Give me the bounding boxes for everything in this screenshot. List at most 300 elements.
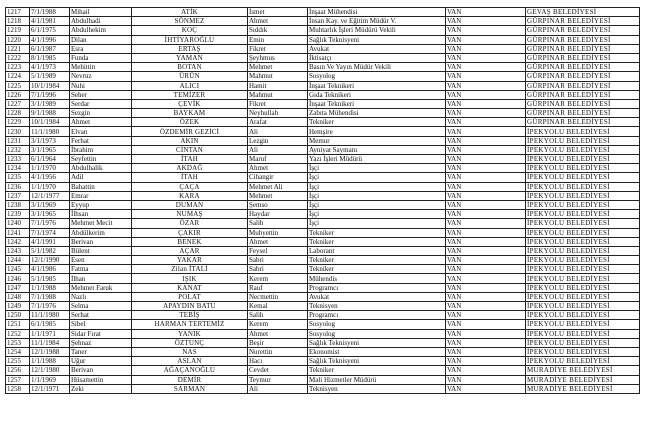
province-cell: VAN [446,265,526,274]
first-name-cell: Mehmet Mecit [70,219,132,228]
municipality-cell: GÜRPINAR BELEDİYESİ [526,44,640,53]
father-name-cell: Ahmet [248,17,308,26]
row-number-cell: 1255 [6,357,30,366]
first-name-cell: Taner [70,347,132,356]
row-number-cell: 1218 [6,17,30,26]
table-row [6,63,640,72]
municipality-cell: İPEKYOLU BELEDİYESİ [526,237,640,246]
province-cell: VAN [446,228,526,237]
table-row [6,274,640,283]
first-name-cell: Bülent [70,246,132,255]
row-number-cell: 1231 [6,136,30,145]
municipality-cell: GÜRPINAR BELEDİYESİ [526,109,640,118]
row-number-cell: 1235 [6,173,30,182]
surname-cell: KOÇ [132,26,248,35]
municipality-cell: İPEKYOLU BELEDİYESİ [526,246,640,255]
row-number-cell: 1220 [6,35,30,44]
birth-date-cell: 7/1/1976 [30,302,70,311]
row-number-cell: 1252 [6,329,30,338]
table-row [6,145,640,154]
surname-cell: ÇEVİK [132,99,248,108]
table-row [6,265,640,274]
first-name-cell: Şehnaz [70,338,132,347]
birth-date-cell: 10/1/1984 [30,81,70,90]
table-row [6,136,640,145]
row-number-cell: 1249 [6,302,30,311]
birth-date-cell: 4/1/1991 [30,237,70,246]
surname-cell: ÖZAR [132,219,248,228]
table-row [6,246,640,255]
municipality-cell: GÜRPINAR BELEDİYESİ [526,35,640,44]
job-title-cell: İnşaat Teknikeri [308,81,446,90]
municipality-cell: İPEKYOLU BELEDİYESİ [526,200,640,209]
first-name-cell: Nazlı [70,292,132,301]
birth-date-cell: 10/1/1984 [30,118,70,127]
province-cell: VAN [446,136,526,145]
surname-cell: ÇAKIR [132,228,248,237]
municipality-cell: İPEKYOLU BELEDİYESİ [526,311,640,320]
row-number-cell: 1251 [6,320,30,329]
birth-date-cell: 4/1/1996 [30,35,70,44]
row-number-cell: 1242 [6,237,30,246]
birth-date-cell: 11/1/1980 [30,127,70,136]
father-name-cell: Sıddık [248,26,308,35]
municipality-cell: GÜRPINAR BELEDİYESİ [526,99,640,108]
job-title-cell: Sağlık Teknisyeni [308,338,446,347]
first-name-cell: Ferhat [70,136,132,145]
municipality-cell: İPEKYOLU BELEDİYESİ [526,155,640,164]
row-number-cell: 1233 [6,155,30,164]
birth-date-cell: 4/1/1981 [30,17,70,26]
job-title-cell: Gıda Teknikeri [308,90,446,99]
table-row [6,256,640,265]
row-number-cell: 1217 [6,8,30,17]
surname-cell: TEBİŞ [132,311,248,320]
job-title-cell: Teknisyen [308,302,446,311]
father-name-cell: Lezgin [248,136,308,145]
job-title-cell: Tekniker [308,228,446,237]
job-title-cell: Zabıta Mühendisi [308,109,446,118]
province-cell: VAN [446,338,526,347]
table-row [6,320,640,329]
first-name-cell: Elvan [70,127,132,136]
municipality-cell: MURADİYE BELEDİYESİ [526,384,640,393]
surname-cell: KANAT [132,283,248,292]
municipality-cell: İPEKYOLU BELEDİYESİ [526,302,640,311]
job-title-cell: Laborant [308,246,446,255]
table-row [6,366,640,375]
birth-date-cell: 1/1/1988 [30,357,70,366]
row-number-cell: 1248 [6,292,30,301]
father-name-cell: Sabri [248,265,308,274]
father-name-cell: Cihangir [248,173,308,182]
table-row [6,191,640,200]
row-number-cell: 1230 [6,127,30,136]
province-cell: VAN [446,283,526,292]
father-name-cell: Fikret [248,44,308,53]
municipality-cell: İPEKYOLU BELEDİYESİ [526,338,640,347]
surname-cell: ATİK [132,8,248,17]
job-title-cell: İnşaat Mühendisi [308,8,446,17]
surname-cell: APAYDIN BATU [132,302,248,311]
father-name-cell: Ahmet [248,237,308,246]
municipality-cell: İPEKYOLU BELEDİYESİ [526,145,640,154]
birth-date-cell: 5/1/1982 [30,246,70,255]
table-row [6,338,640,347]
father-name-cell: Muhyettin [248,228,308,237]
surname-cell: YAKAR [132,256,248,265]
row-number-cell: 1258 [6,384,30,393]
father-name-cell: Ali [248,384,308,393]
job-title-cell: Tekniker [308,265,446,274]
birth-date-cell: 6/1/1964 [30,155,70,164]
row-number-cell: 1254 [6,347,30,356]
province-cell: VAN [446,145,526,154]
table-row [6,292,640,301]
surname-cell: SÖNMEZ [132,17,248,26]
father-name-cell: Hacı [248,357,308,366]
province-cell: VAN [446,99,526,108]
province-cell: VAN [446,347,526,356]
job-title-cell: Memur [308,136,446,145]
table-row [6,302,640,311]
job-title-cell: İnşaat Teknikeri [308,99,446,108]
row-number-cell: 1240 [6,219,30,228]
birth-date-cell: 12/1/1990 [30,256,70,265]
birth-date-cell: 6/1/1975 [30,26,70,35]
province-cell: VAN [446,200,526,209]
province-cell: VAN [446,155,526,164]
job-title-cell: Ekonomist [308,347,446,356]
surname-cell: ÖZTUNÇ [132,338,248,347]
table-row [6,219,640,228]
province-cell: VAN [446,384,526,393]
surname-cell: AÇAR [132,246,248,255]
job-title-cell: Hemşire [308,127,446,136]
father-name-cell: Ahmet [248,329,308,338]
surname-cell: İHTİYAROĞLU [132,35,248,44]
first-name-cell: Funda [70,53,132,62]
table-row [6,210,640,219]
birth-date-cell: 7/1/1974 [30,228,70,237]
father-name-cell: Şemso [248,200,308,209]
surname-cell: BOTAN [132,63,248,72]
province-cell: VAN [446,127,526,136]
row-number-cell: 1246 [6,274,30,283]
job-title-cell: Ayniyat Saymanı [308,145,446,154]
surname-cell: ALICI [132,81,248,90]
birth-date-cell: 12/1/1988 [30,347,70,356]
job-title-cell: Sağlık Teknisyeni [308,357,446,366]
row-number-cell: 1234 [6,164,30,173]
first-name-cell: Eyyup [70,200,132,209]
birth-date-cell: 1/1/1970 [30,182,70,191]
province-cell: VAN [446,274,526,283]
birth-date-cell: 1/1/1970 [30,164,70,173]
table-row [6,127,640,136]
job-title-cell: Sağlık Teknisyeni [308,35,446,44]
row-number-cell: 1256 [6,366,30,375]
first-name-cell: İlhan [70,274,132,283]
municipality-cell: İPEKYOLU BELEDİYESİ [526,219,640,228]
first-name-cell: Mehittin [70,63,132,72]
first-name-cell: Adil [70,173,132,182]
table-row [6,164,640,173]
job-title-cell: Tekniker [308,256,446,265]
job-title-cell: İşçi [308,219,446,228]
father-name-cell: Feysel [248,246,308,255]
first-name-cell: Emrar [70,191,132,200]
first-name-cell: Sezgin [70,109,132,118]
municipality-cell: GÜRPINAR BELEDİYESİ [526,72,640,81]
province-cell: VAN [446,182,526,191]
municipality-cell: İPEKYOLU BELEDİYESİ [526,182,640,191]
surname-cell: HARMAN TERTEMİZ [132,320,248,329]
job-title-cell: Mali Hizmetler Müdürü [308,375,446,384]
row-number-cell: 1239 [6,210,30,219]
birth-date-cell: 12/1/1977 [30,191,70,200]
row-number-cell: 1222 [6,53,30,62]
province-cell: VAN [446,191,526,200]
row-number-cell: 1225 [6,81,30,90]
row-number-cell: 1237 [6,191,30,200]
row-number-cell: 1243 [6,246,30,255]
father-name-cell: Neyhullah [248,109,308,118]
province-cell: VAN [446,375,526,384]
father-name-cell: Salih [248,219,308,228]
birth-date-cell: 7/1/1988 [30,8,70,17]
birth-date-cell: 4/1/1973 [30,63,70,72]
province-cell: VAN [446,219,526,228]
municipality-cell: GÜRPINAR BELEDİYESİ [526,118,640,127]
birth-date-cell: 12/1/1980 [30,366,70,375]
table-row [6,375,640,384]
table-row [6,283,640,292]
surname-cell: İTAH [132,173,248,182]
father-name-cell: Şeyhmus [248,53,308,62]
municipality-cell: GÜRPINAR BELEDİYESİ [526,90,640,99]
surname-cell: ÇAÇA [132,182,248,191]
province-cell: VAN [446,35,526,44]
first-name-cell: Berivan [70,237,132,246]
birth-date-cell: 3/1/1965 [30,210,70,219]
first-name-cell: Berivan [70,366,132,375]
father-name-cell: Salih [248,311,308,320]
surname-cell: CİNTAN [132,145,248,154]
municipality-cell: GÜRPINAR BELEDİYESİ [526,53,640,62]
table-row [6,72,640,81]
first-name-cell: Nevruz [70,72,132,81]
job-title-cell: Programcı [308,283,446,292]
municipality-cell: İPEKYOLU BELEDİYESİ [526,357,640,366]
birth-date-cell: 12/1/1971 [30,384,70,393]
province-cell: VAN [446,210,526,219]
province-cell: VAN [446,329,526,338]
table-row [6,347,640,356]
row-number-cell: 1236 [6,182,30,191]
province-cell: VAN [446,164,526,173]
table-row [6,53,640,62]
row-number-cell: 1228 [6,109,30,118]
first-name-cell: Serhat [70,311,132,320]
municipality-cell: İPEKYOLU BELEDİYESİ [526,292,640,301]
job-title-cell: İşçi [308,200,446,209]
job-title-cell: İşçi [308,191,446,200]
municipality-cell: İPEKYOLU BELEDİYESİ [526,274,640,283]
surname-cell: SARMAN [132,384,248,393]
birth-date-cell: 1/1/1971 [30,329,70,338]
surname-cell: ÖZEK [132,118,248,127]
father-name-cell: Teymur [248,375,308,384]
birth-date-cell: 3/1/1969 [30,200,70,209]
table-row [6,17,640,26]
surname-cell: NUMAŞ [132,210,248,219]
birth-date-cell: 4/1/1956 [30,173,70,182]
first-name-cell: Abdulhekim [70,26,132,35]
table-body [6,8,640,394]
birth-date-cell: 1/1/1969 [30,375,70,384]
father-name-cell: Ali [248,145,308,154]
first-name-cell: İbrahim [70,145,132,154]
first-name-cell: Uğur [70,357,132,366]
municipality-cell: İPEKYOLU BELEDİYESİ [526,329,640,338]
surname-cell: ERTAŞ [132,44,248,53]
province-cell: VAN [446,90,526,99]
table-row [6,384,640,393]
province-cell: VAN [446,292,526,301]
job-title-cell: Sosyolog [308,320,446,329]
job-title-cell: İnsan Kay. ve Eğitim Müdür V. [308,17,446,26]
row-number-cell: 1247 [6,283,30,292]
job-title-cell: Tekniker [308,366,446,375]
father-name-cell: Arafat [248,118,308,127]
job-title-cell: Yazı İşleri Müdürü [308,155,446,164]
first-name-cell: Sidar Fırat [70,329,132,338]
row-number-cell: 1229 [6,118,30,127]
job-title-cell: İşçi [308,182,446,191]
father-name-cell: Hamit [248,81,308,90]
table-row [6,200,640,209]
father-name-cell: Necmettin [248,292,308,301]
father-name-cell: Kerem [248,274,308,283]
province-cell: VAN [446,72,526,81]
table-row [6,99,640,108]
job-title-cell: İktisatçı [308,53,446,62]
municipality-cell: İPEKYOLU BELEDİYESİ [526,127,640,136]
province-cell: VAN [446,311,526,320]
province-cell: VAN [446,8,526,17]
first-name-cell: Abdulhalik [70,164,132,173]
municipality-cell: İPEKYOLU BELEDİYESİ [526,228,640,237]
first-name-cell: Dilan [70,35,132,44]
surname-cell: TEMİZER [132,90,248,99]
surname-cell: BAYKAM [132,109,248,118]
birth-date-cell: 3/1/1973 [30,136,70,145]
municipality-cell: MURADİYE BELEDİYESİ [526,375,640,384]
first-name-cell: Hüsamettin [70,375,132,384]
job-title-cell: Teknisyen [308,384,446,393]
municipality-cell: İPEKYOLU BELEDİYESİ [526,136,640,145]
surname-cell: İTAH [132,155,248,164]
father-name-cell: Emin [248,35,308,44]
province-cell: VAN [446,17,526,26]
father-name-cell: Rauf [248,283,308,292]
first-name-cell: Esra [70,44,132,53]
birth-date-cell: 9/1/1988 [30,109,70,118]
father-name-cell: Fikret [248,99,308,108]
province-cell: VAN [446,256,526,265]
row-number-cell: 1221 [6,44,30,53]
surname-cell: YANIK [132,329,248,338]
birth-date-cell: 11/1/1984 [30,338,70,347]
table-row [6,109,640,118]
first-name-cell: Bahattin [70,182,132,191]
birth-date-cell: 6/1/1987 [30,44,70,53]
job-title-cell: Tekniker [308,237,446,246]
municipality-cell: İPEKYOLU BELEDİYESİ [526,320,640,329]
father-name-cell: Mehmet Ali [248,182,308,191]
job-title-cell: Basın Ve Yayın Müdür Vekili [308,63,446,72]
province-cell: VAN [446,44,526,53]
surname-cell: DEMİR [132,375,248,384]
municipality-cell: İPEKYOLU BELEDİYESİ [526,265,640,274]
municipality-cell: GÜRPINAR BELEDİYESİ [526,26,640,35]
birth-date-cell: 7/1/1996 [30,90,70,99]
municipality-cell: İPEKYOLU BELEDİYESİ [526,173,640,182]
first-name-cell: Esen [70,256,132,265]
job-title-cell: Mühendis [308,274,446,283]
province-cell: VAN [446,173,526,182]
table-row [6,357,640,366]
father-name-cell: İsmet [248,8,308,17]
birth-date-cell: 3/1/1989 [30,99,70,108]
birth-date-cell: 3/1/1965 [30,145,70,154]
surname-cell: Zilan İTALİ [132,265,248,274]
surname-cell: NAS [132,347,248,356]
job-title-cell: Sosyolog [308,72,446,81]
first-name-cell: Seyfettin [70,155,132,164]
father-name-cell: Haydar [248,210,308,219]
surname-cell: AKDAĞ [132,164,248,173]
surname-cell: ASLAN [132,357,248,366]
surname-cell: POLAT [132,292,248,301]
row-number-cell: 1241 [6,228,30,237]
municipality-cell: GÜRPINAR BELEDİYESİ [526,63,640,72]
birth-date-cell: 11/1/1980 [30,311,70,320]
row-number-cell: 1238 [6,200,30,209]
table-row [6,81,640,90]
table-row [6,26,640,35]
first-name-cell: Zeki [70,384,132,393]
job-title-cell: Sosyolog [308,329,446,338]
father-name-cell: Sabri [248,256,308,265]
first-name-cell: Abdülkerim [70,228,132,237]
first-name-cell: Ahmet [70,118,132,127]
municipality-cell: GÜRPINAR BELEDİYESİ [526,81,640,90]
job-title-cell: İşçi [308,210,446,219]
surname-cell: ÖZDEMİR GEZİCİ [132,127,248,136]
province-cell: VAN [446,109,526,118]
father-name-cell: Beşir [248,338,308,347]
province-cell: VAN [446,63,526,72]
first-name-cell: Sibel [70,320,132,329]
table-row [6,173,640,182]
row-number-cell: 1219 [6,26,30,35]
table-row [6,311,640,320]
surname-cell: KARA [132,191,248,200]
table-row [6,237,640,246]
row-number-cell: 1226 [6,90,30,99]
